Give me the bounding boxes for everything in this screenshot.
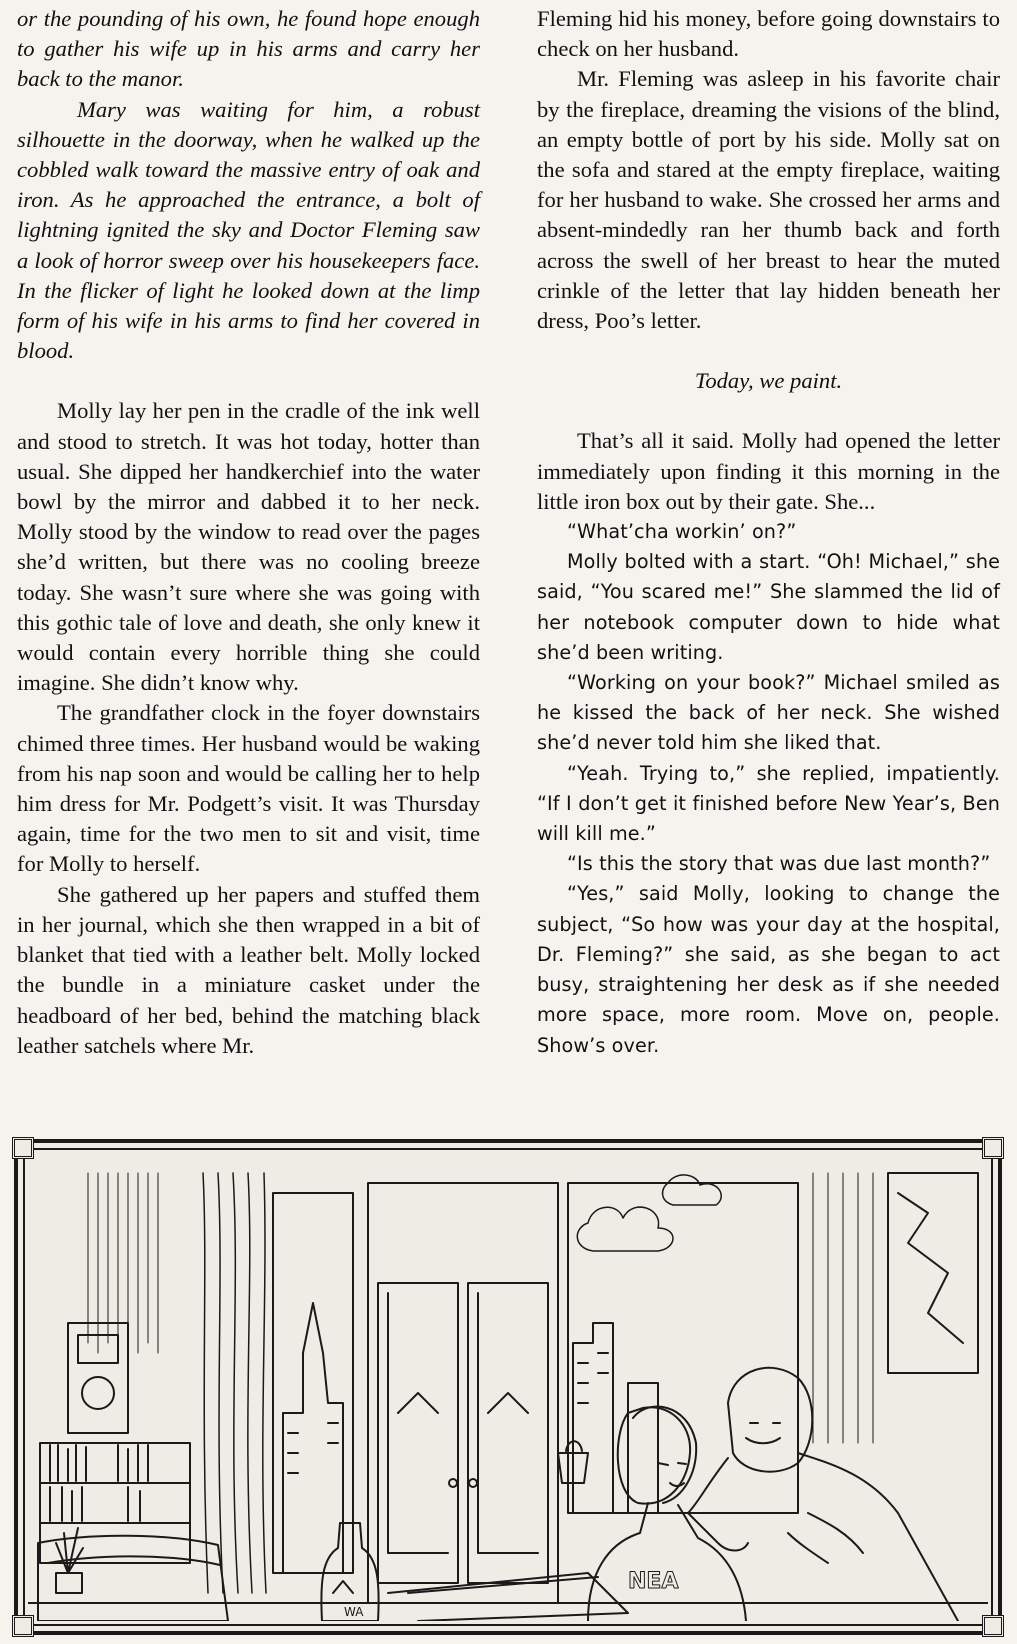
story-paragraph-2: Mary was waiting for him, a robust silhouette in the doorway, when he walked up the cobbled walk toward the massive entry of oak and iron. As he approached the entrance, a bolt of lightning ignited the sky and Doctor Fleming saw a look of horror sweep over his housekeepers face. In the flicker of light he looked down at the limp form of his wife in his arms to find her covered in blood. [17,96,480,364]
dialogue-line-6: “Yes,” said Molly, looking to change the subject, “So how was your day at the hospital, Dr. Fleming?” she said, as she began to act busy, straightening her desk as if she needed more space, more room. Move on, people. Show’s over. [537,882,1000,1057]
dialogue-line-4: “Yeah. Trying to,” she replied, impatiently. “If I don’t get it finished before New Year’s, Ben will kill me.” [537,761,1000,846]
bookshelf [40,1443,190,1563]
body-paragraph-1: Molly lay her pen in the cradle of the ink well and stood to stretch. It was hot today, hotter than usual. She dipped her handkerchief into the water bowl by the mirror and dabbed it to her neck. Molly stood by the window to read over the pages she’d written, but there was no cooling breeze today. She wasn’t sure where she was going with this gothic tale of love and death, she only knew it would contain every horrible thing she could imagine. She didn’t know why. [17,398,480,696]
wall-hatching [88,1173,158,1353]
body-paragraph-6: That’s all it said. Molly had opened the letter immediately upon finding it this morning in the little iron box out by their gate. She... [537,428,1000,514]
body-paragraph-5: Mr. Fleming was asleep in his favorite chair by the fireplace, dreaming the visions of the blind, an empty bottle of port by his side. Molly sat on the sofa and stared at the empty fireplace, waiting for her husband to wake. She crossed her arms and absent-mindedly ran her thumb back and forth across the swell of her breast to hear the muted crinkle of the letter that lay hidden beneath her dress, Poo’s letter. [537,66,1000,334]
wall-picture [888,1173,978,1373]
dialogue-line-2: Molly bolted with a start. “Oh! Michael,” she said, “You scared me!” She slammed the lid of her notebook computer down to hide what she’d been writing. [537,550,1000,664]
body-paragraph-2: The grandfather clock in the foyer downstairs chimed three times. Her husband would be waking from his nap soon and would be calling her to help him dress for Mr. Podgett’s visit. It was Thursday again, time for the two men to sit and visit, time for Molly to herself. [17,700,480,877]
left-column [17,4,480,1061]
body-paragraph-4: Fleming hid his money, before going downstairs to check on her husband. [537,6,1000,62]
body-paragraph-3: She gathered up her papers and stuffed them in her journal, which she then wrapped in a bit of blanket that tied with a leather belt. Molly locked the bundle in a miniature casket under the headboard of her bed, behind the matching black leather satchels where Mr. [17,881,480,1058]
illustration-frame [14,1139,1002,1635]
bottle-label: WA [344,1605,364,1619]
letter-text: Today, we paint. [694,368,843,394]
story-excerpt [17,4,480,366]
speaker-cone [82,1377,114,1409]
dialogue-block [537,517,1000,1061]
man-figure [688,1368,958,1621]
story-paragraph-1: or the pounding of his own, he found hope enough to gather his wife up in his arms and carry her back to the manor. [17,6,480,92]
curtain [203,1173,266,1593]
clouds [577,1175,721,1251]
right-column [537,4,1000,1061]
dialogue-line-5: “Is this the story that was due last month?” [567,852,991,876]
french-doors [368,1183,558,1603]
shirt-lettering: NEA [628,1569,679,1594]
illustration-drawing [28,1153,988,1621]
dialogue-line-1: “What’cha workin’ on?” [567,520,797,544]
window-left [273,1193,353,1573]
blinds [813,1173,873,1443]
dialogue-line-3: “Working on your book?” Michael smiled as he kissed the back of her neck. She wished she’d never told him she liked that. [537,671,1000,755]
desk-laptop [28,1573,988,1621]
